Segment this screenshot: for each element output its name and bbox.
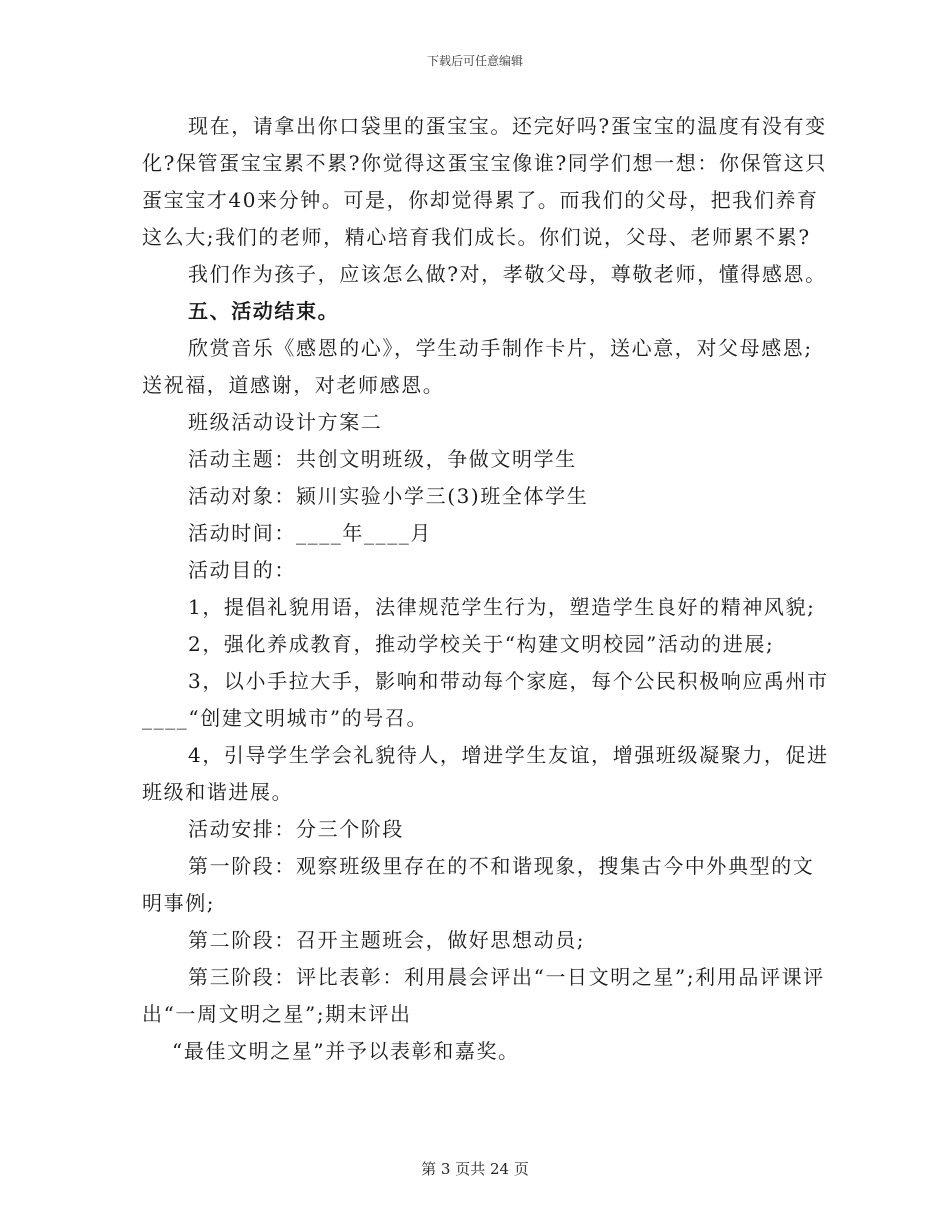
- paragraph-music: 欣赏音乐《感恩的心》，学生动手制作卡片，送心意，对父母感恩;送祝福，道感谢，对老师感恩。: [142, 336, 813, 397]
- section-heading-activity-end: 五、活动结束。: [188, 299, 340, 323]
- header-note: 下载后可任意编辑: [426, 54, 523, 68]
- purpose-item-4: 4，引导学生学会礼貌待人，增进学生友谊，增强班级凝聚力，促进班级和谐进展。: [142, 743, 829, 804]
- purpose-item-1: 1，提倡礼貌用语，法律规范学生行为，塑造学生良好的精神风貌;: [188, 595, 816, 619]
- stage-three: 第三阶段：评比表彰：利用晨会评出“一日文明之星”;利用品评课评出“一周文明之星”;期末评出: [142, 965, 825, 1026]
- page-number: 第 3 页共 24 页: [421, 1160, 529, 1178]
- activity-target: 活动对象：颍川实验小学三(3)班全体学生: [188, 484, 589, 508]
- activity-time: 活动时间：____年____月: [188, 521, 432, 545]
- stage-one: 第一阶段：观察班级里存在的不和谐现象，搜集古今中外典型的文明事例;: [142, 854, 815, 915]
- plan-title: 班级活动设计方案二: [188, 410, 383, 434]
- stage-three-continued: “最佳文明之星”并予以表彰和嘉奖。: [172, 1039, 520, 1063]
- document-body: [142, 108, 832, 1070]
- paragraph-what-to-do: 我们作为孩子，应该怎么做?对，孝敬父母，尊敬老师，懂得感恩。: [188, 262, 827, 286]
- purpose-item-2: 2，强化养成教育，推动学校关于“构建文明校园”活动的进展;: [188, 632, 775, 656]
- stage-two: 第二阶段：召开主题班会，做好思想动员;: [188, 928, 586, 952]
- activity-purpose-heading: 活动目的：: [188, 558, 296, 582]
- activity-theme: 活动主题：共创文明班级，争做文明学生: [188, 447, 577, 471]
- activity-arrangement: 活动安排：分三个阶段: [188, 817, 404, 841]
- purpose-item-3: 3，以小手拉大手，影响和带动每个家庭，每个公民积极响应禹州市____“创建文明城市”的号召。: [142, 669, 829, 730]
- paragraph-egg-reflection: 现在，请拿出你口袋里的蛋宝宝。还完好吗?蛋宝宝的温度有没有变化?保管蛋宝宝累不累?你觉得这蛋宝宝像谁?同学们想一想：你保管这只蛋宝宝才40来分钟。可是，你却觉得累了。而我们的父母，把我们养育这么大;我们的老师，精心培育我们成长。你们说，父母、老师累不累?: [142, 114, 827, 249]
